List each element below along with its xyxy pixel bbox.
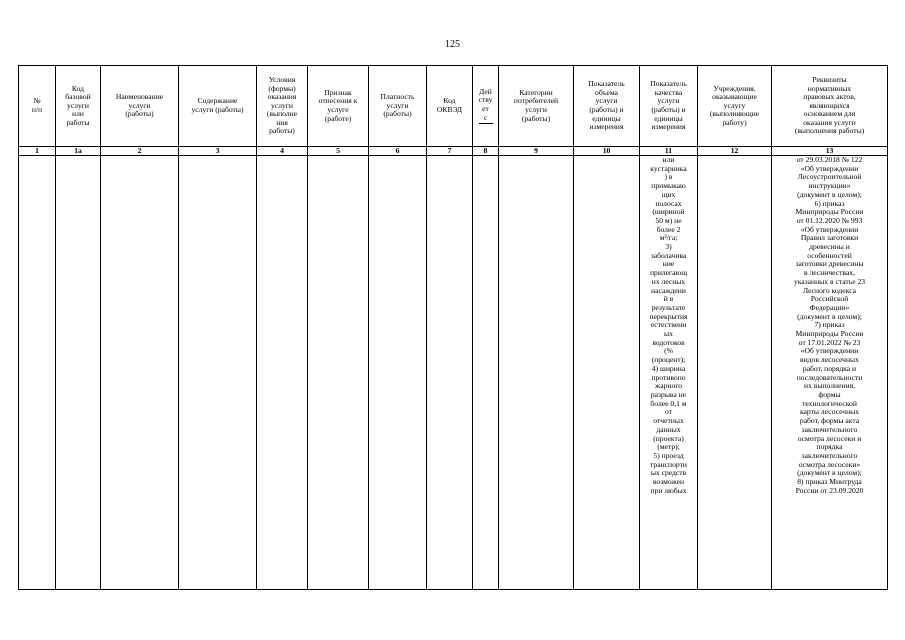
- blank-date-line: [479, 123, 493, 124]
- header-payment: Платность услуги (работы): [369, 66, 427, 147]
- column-number: 9: [499, 147, 574, 156]
- header-base-code: Код базовой услуги или работы: [56, 66, 101, 147]
- empty-cell: [257, 156, 308, 590]
- empty-cell: [308, 156, 369, 590]
- header-consumer-categories: Категории потребителей услуги (работы): [499, 66, 574, 147]
- column-number-row: [19, 147, 888, 156]
- column-number: 2: [101, 147, 179, 156]
- column-number: 4: [257, 147, 308, 156]
- empty-cell: [698, 156, 772, 590]
- page-number: 125: [445, 39, 460, 50]
- empty-cell: [427, 156, 473, 590]
- legal-acts-cell: от 29.03.2018 № 122 «Об утверждении Лесоустроительной инструкции» (документ в целом); 6) приказ Минприроды России от 01.12.2020 № 993 «Об утверждении Правил заготовки древесины и особенностей заготовки древесины в лесничествах, указанных в статье 23 Лесного кодекса Российской Федерации» (документ в целом); 7) приказ Минприроды России от 17.01.2022 № 23 «Об утверждении видов лесосечных работ, порядка и последовательности их выполнения, формы технологической карты лесосечных работ, формы акта заключительного осмотра лесосеки и порядка заключительного осмотра лесосеки» (документ в целом); 8) приказ Минтруда России от 23.09.2020: [772, 156, 888, 590]
- column-number: 1а: [56, 147, 101, 156]
- header-row: [19, 66, 888, 147]
- column-number: 3: [179, 147, 257, 156]
- empty-cell: [473, 156, 499, 590]
- header-row-number: № п/п: [19, 66, 56, 147]
- column-number: 12: [698, 147, 772, 156]
- quality-indicator-cell: или кустарника ) в примыкаю щих полосах (шириной 50 м) не более 2 м³/га; 3) заболачива ние прилегающ их лесных насаждени й в результате перекрытия естественн ых водотоков (% (процент); 4) ширина противопо жарного разрыва не более 0,1 м от отчетных данных (проекта) (метр); 5) проезд транспорти ых средств возможен при любых: [640, 156, 698, 590]
- empty-cell: [101, 156, 179, 590]
- header-service-name: Наименование услуги (работы): [101, 66, 179, 147]
- table-row: [19, 156, 888, 590]
- header-service-conditions: Условия (формы) оказания услуги (выполне ния работы): [257, 66, 308, 147]
- column-number: 13: [772, 147, 888, 156]
- empty-cell: [179, 156, 257, 590]
- empty-cell: [369, 156, 427, 590]
- column-number: 1: [19, 147, 56, 156]
- empty-cell: [19, 156, 56, 590]
- column-number: 11: [640, 147, 698, 156]
- column-number: 10: [574, 147, 640, 156]
- services-table: [18, 65, 888, 590]
- header-quality-indicator: Показатель качества услуги (работы) и единицы измерения: [640, 66, 698, 147]
- header-institutions: Учреждения, оказывающие услугу (выполняющие работу): [698, 66, 772, 147]
- empty-cell: [499, 156, 574, 590]
- empty-cell: [574, 156, 640, 590]
- header-effective-from: Дей ству ет с: [473, 66, 499, 147]
- header-legal-acts: Реквизиты нормативных правовых актов, являющихся основанием для оказания услуги (выполнения работы): [772, 66, 888, 147]
- header-volume-indicator: Показатель объема услуги (работы) и единицы измерения: [574, 66, 640, 147]
- column-number: 5: [308, 147, 369, 156]
- header-service-attribute: Признак отнесения к услуге (работе): [308, 66, 369, 147]
- header-service-content: Содержание услуги (работы): [179, 66, 257, 147]
- column-number: 7: [427, 147, 473, 156]
- empty-cell: [56, 156, 101, 590]
- header-okved-code: Код ОКВЭД: [427, 66, 473, 147]
- column-number: 8: [473, 147, 499, 156]
- column-number: 6: [369, 147, 427, 156]
